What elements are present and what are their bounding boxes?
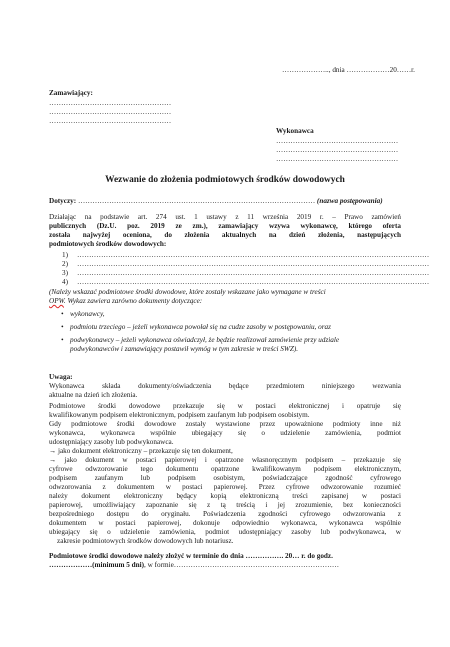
note-bullet: • podmiotu trzeciego – jeżeli wykonawca powołał się na cudze zasoby w postępowaniu, oraz [70, 323, 410, 332]
intro-line: publicznych (Dz.U. poz. 2019 ze zm.), zamawiający wzywa wykonawcę, którego oferta [49, 222, 401, 230]
ordering-party-line: …………………………………………… [49, 117, 172, 125]
subject-line [49, 197, 383, 206]
list-item-dots: ………………………………………………………………………………………………………………………………… [77, 269, 430, 277]
attention-line: odwzorowania z dokumentem w postaci papierowej. Przez cyfrowe odwzorowanie rozumieć [49, 483, 401, 491]
attention-line: aktualne na dzień ich złożenia. [49, 391, 138, 399]
list-item-dots: ………………………………………………………………………………………………………………………………… [77, 260, 430, 268]
note-block [49, 288, 401, 306]
list-item [62, 278, 430, 287]
intro-line: podmiotowych środków dowodowych: [49, 240, 167, 248]
contractor-line: …………………………………………… [276, 146, 399, 154]
note-line-rest: . Wykaz zawiera zarówno dokumenty dotyczące: [63, 297, 203, 305]
ordering-party-line: …………………………………………… [49, 108, 172, 116]
deadline-form: , w formie…………………………………………………………… [144, 561, 340, 569]
subject-dots: ……………………………………………………………………………………… [77, 197, 316, 205]
note-abbrev: OPW [49, 297, 64, 305]
contractor-line: …………………………………………… [276, 137, 399, 145]
note-line: (Należy wskazać podmiotowe środki dowodowe, które zostały wskazane jako wymagane w treści [49, 288, 326, 296]
attention-line: zakresie podmiotowych środków dowodowych lub notariusz. [57, 537, 234, 545]
attention-label: Uwaga: [49, 373, 73, 381]
ordering-party-line: …………………………………………… [49, 99, 172, 107]
attention-line: Podmiotowe środki dowodowe przekazuje się w postaci elektronicznej i opatruje się [49, 402, 401, 410]
attention-line: bezpośredniego dostępu do oryginału. Poświadczenia zgodności cyfrowego odwzorowania z [49, 510, 401, 518]
contractor-line: …………………………………………… [276, 155, 399, 163]
note-bullets [70, 310, 410, 354]
subject-name: (nazwa postępowania) [316, 197, 383, 205]
ordering-party-label: Zamawiający: [49, 89, 93, 97]
list-item-dots: ………………………………………………………………………………………………………………………………… [77, 278, 430, 286]
note-line [49, 297, 401, 306]
intro-line: Działając na podstawie art. 274 ust. 1 ustawy z 11 września 2019 r. – Prawo zamówień [49, 213, 401, 221]
intro-line: została najwyżej oceniona, do złożenia aktualnych na dzień złożenia, następujących [49, 231, 401, 239]
intro-paragraph [49, 213, 401, 249]
attention-line: papierowej, umożliwiający zapoznanie się z tą treścią i jej zrozumienie, bez konieczności [49, 501, 401, 509]
attention-line: Gdy podmiotowe środki dowodowe zostały wystawione przez upoważnione podmioty inne niż [49, 420, 401, 428]
list-item [62, 269, 430, 278]
list-item [62, 251, 430, 260]
deadline-line [49, 561, 401, 570]
list-item-dots: ………………………………………………………………………………………………………………………………… [77, 251, 430, 259]
deadline-minimum: ………………(minimum 5 dni) [49, 561, 145, 569]
deadline-block [49, 552, 401, 570]
note-bullet: • podwykonawcy – jeżeli wykonawca oświadczył, że będzie realizował zamówienie przy udziale [70, 336, 410, 345]
attention-line: wykonawca, wykonawca wspólnie ubiegający się o udzielenie zamówienia, podmiot [49, 429, 401, 437]
list-item-number: 3) [62, 269, 68, 277]
note-bullet: • wykonawcy, [70, 310, 410, 319]
attention-line: → jako dokument elektroniczny – przekazuje się ten dokument, [49, 447, 233, 455]
document-title: Wezwanie do złożenia podmiotowych środków dowodowych [105, 175, 345, 185]
attention-body [49, 382, 401, 546]
evidence-list [62, 251, 430, 287]
attention-line: kwalifikowanym podpisem elektronicznym, podpisem zaufanym lub podpisem osobistym. [49, 411, 310, 419]
contractor-label: Wykonawca [276, 127, 314, 135]
note-bullet-continuation: podwykonawców i zamawiający postawił wymóg w tym zakresie w treści SWZ). [70, 345, 299, 353]
attention-line: udostępniający zasoby lub podwykonawca. [49, 438, 174, 446]
attention-line: dokumentem w postaci papierowej, dokonuje odpowiednio wykonawca, wykonawca wspólnie [49, 519, 401, 527]
subject-label: Dotyczy: [49, 197, 77, 205]
list-item-number: 1) [62, 251, 68, 259]
list-item-number: 4) [62, 278, 68, 286]
list-item [62, 260, 430, 269]
attention-line: ubiegający się o udzielenie zamówienia, podmiot udostępniający zasoby lub podwykonawca, w [49, 528, 401, 536]
deadline-line: Podmiotowe środki dowodowe należy złożyć w terminie do dnia ……………. 20… r. do godz. [49, 552, 333, 560]
attention-line: Wykonawca składa dokumenty/oświadczenia będące przedmiotem niniejszego wezwania [49, 382, 401, 390]
list-item-number: 2) [62, 260, 68, 268]
attention-line: należy dokument elektroniczny będący kopią elektroniczną treści zapisanej w postaci [49, 492, 401, 500]
date-line: ……………….., dnia ………………20……r. [282, 66, 415, 74]
attention-line: → jako dokument w postaci papierowej i opatrzone własnoręcznym podpisem – przekazuje się [49, 456, 401, 464]
attention-line: podpisem zaufanym lub podpisem osobistym, poświadczające zgodność cyfrowego [49, 474, 401, 482]
attention-line: cyfrowe odwzorowanie tego dokumentu opatrzone kwalifikowanym podpisem elektronicznym, [49, 465, 401, 473]
